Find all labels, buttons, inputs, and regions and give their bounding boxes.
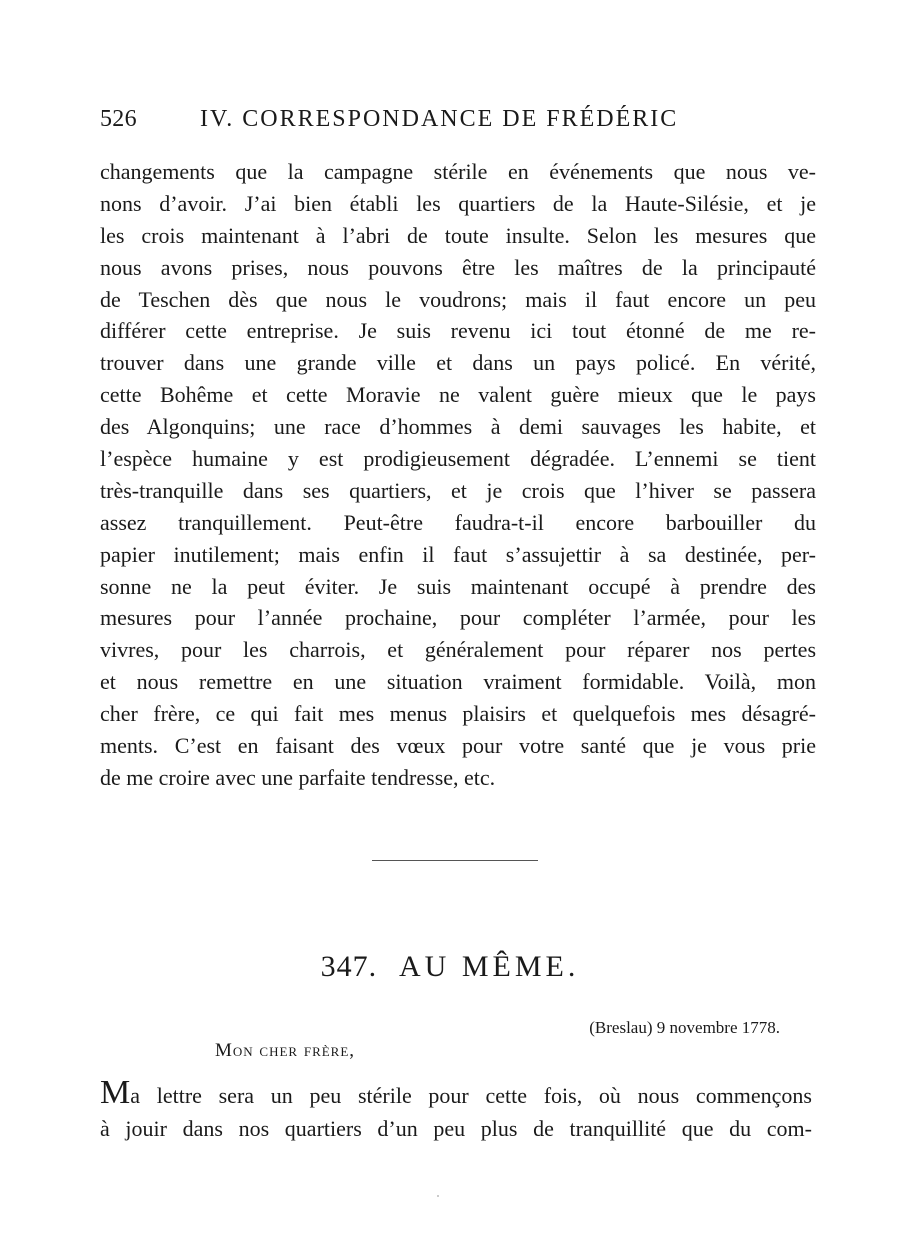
text-line <box>100 1078 812 1112</box>
text-line: mesures pour l’année prochaine, pour compléter l’armée, pour les <box>100 605 816 631</box>
text-line: les crois maintenant à l’abri de toute insulte. Selon les mesures que <box>100 222 816 248</box>
text-line-rest: a lettre sera un peu stérile pour cette fois, où nous commençons <box>130 1083 812 1108</box>
text-line: l’espèce humaine y est prodigieusement dégradée. L’ennemi se tient <box>100 446 816 472</box>
text-line: de Teschen dès que nous le voudrons; mais il faut encore un peu <box>100 286 816 312</box>
text-line: différer cette entreprise. Je suis revenu ici tout étonné de me re- <box>100 318 816 344</box>
letter-number: 347. <box>320 950 378 983</box>
text-line: cher frère, ce qui fait mes menus plaisirs et quelquefois mes désagré- <box>100 701 816 727</box>
text-line: cette Bohême et cette Moravie ne valent guère mieux que le pays <box>100 382 816 408</box>
running-head-title: IV. CORRESPONDANCE DE FRÉDÉRIC <box>200 106 679 132</box>
letter-opening <box>100 1078 812 1146</box>
text-line: à jouir dans nos quartiers d’un peu plus de tranquillité que du com- <box>100 1116 812 1141</box>
letter-salutation: Mon cher frère, <box>215 1040 356 1061</box>
letter-title: AU MÊME. <box>399 950 580 983</box>
text-line: vivres, pour les charrois, et généralement pour réparer nos pertes <box>100 637 816 663</box>
letter-dateline: (Breslau) 9 novembre 1778. <box>589 1018 780 1037</box>
letter-body-continued <box>100 156 816 794</box>
text-line: nous avons prises, nous pouvons être les maîtres de la principauté <box>100 254 816 280</box>
section-divider <box>372 860 538 861</box>
text-line: ments. C’est en faisant des vœux pour votre santé que je vous prie <box>100 733 816 759</box>
text-line: des Algonquins; une race d’hommes à demi sauvages les habite, et <box>100 414 816 440</box>
text-line: de me croire avec une parfaite tendresse, etc. <box>100 764 496 790</box>
text-line: changements que la campagne stérile en événements que nous ve- <box>100 159 816 184</box>
text-line: trouver dans une grande ville et dans un pays policé. En vérité, <box>100 350 816 376</box>
letter-heading <box>0 950 900 984</box>
text-line: nons d’avoir. J’ai bien établi les quartiers de la Haute-Silésie, et je <box>100 190 816 216</box>
drop-cap: M <box>100 1078 131 1111</box>
text-line: assez tranquillement. Peut-être faudra-t-il encore barbouiller du <box>100 509 816 535</box>
text-line: très-tranquille dans ses quartiers, et je crois que l’hiver se passera <box>100 477 816 503</box>
page-number: 526 <box>100 106 137 132</box>
text-line: sonne ne la peut éviter. Je suis maintenant occupé à prendre des <box>100 573 816 599</box>
text-line: et nous remettre en une situation vraiment formidable. Voilà, mon <box>100 669 816 695</box>
print-speck <box>437 1195 439 1197</box>
text-line: papier inutilement; mais enfin il faut s’assujettir à sa destinée, per- <box>100 541 816 567</box>
